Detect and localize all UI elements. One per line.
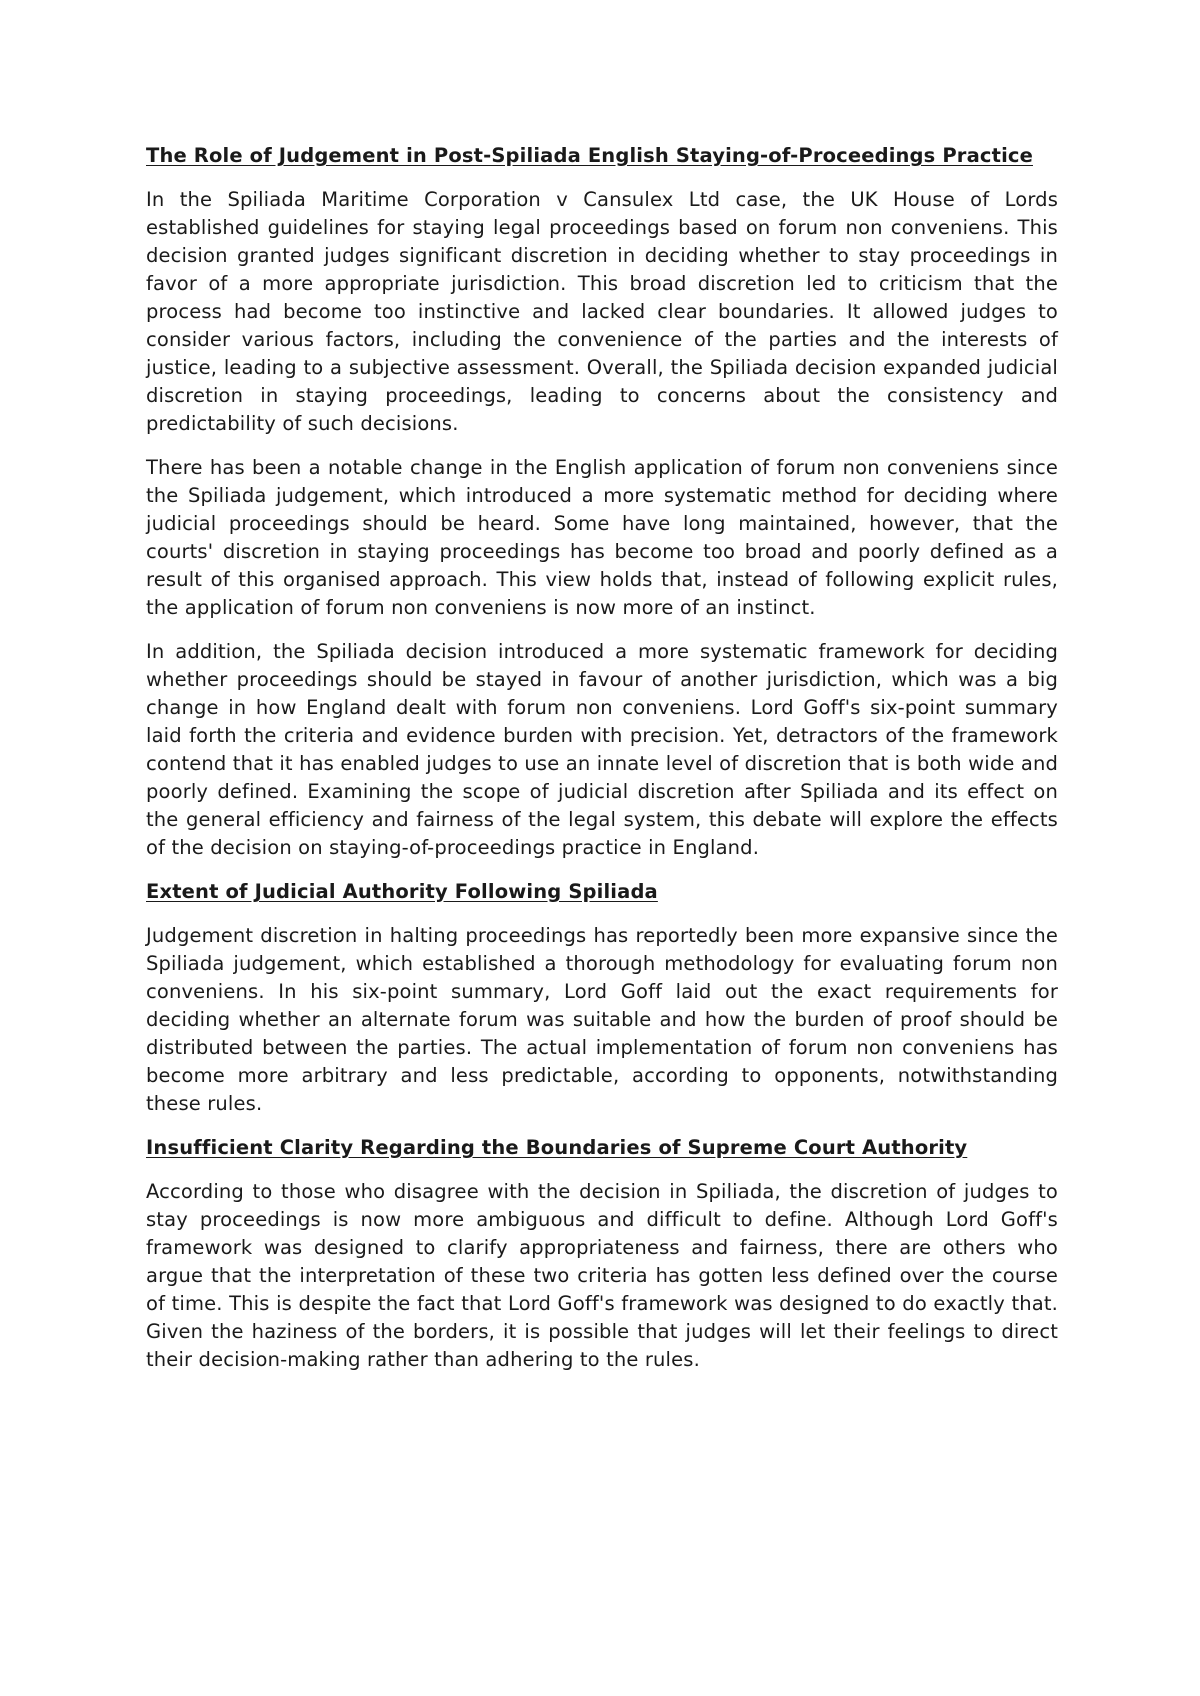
intro-paragraph-2: There has been a notable change in the English application of forum non conveniens since the Spiliada judgement, which introduced a more systematic method for deciding where judicial proceedings should be heard. Some have long maintained, however, that the courts' discretion in staying proceedings has become too broad and poorly defined as a result of this organised approach. This view holds that, instead of following explicit rules, the application of forum non conveniens is now more of an instinct. [146, 456, 1058, 619]
section-heading-insufficient-clarity: Insufficient Clarity Regarding the Boundaries of Supreme Court Authority [146, 1136, 968, 1159]
section-heading-judicial-authority: Extent of Judicial Authority Following Spiliada [146, 880, 658, 903]
section-paragraph-insufficient-clarity: According to those who disagree with the decision in Spiliada, the discretion of judges to stay proceedings is now more ambiguous and difficult to define. Although Lord Goff's framework was designed to clarify appropriateness and fairness, there are others who argue that the interpretation of these two criteria has gotten less defined over the course of time. This is despite the fact that Lord Goff's framework was designed to do exactly that. Given the haziness of the borders, it is possible that judges will let their feelings to direct their decision-making rather than adhering to the rules. [146, 1180, 1058, 1371]
document-title: The Role of Judgement in Post-Spiliada English Staying-of-Proceedings Practice [146, 144, 1033, 167]
intro-paragraph-1: In the Spiliada Maritime Corporation v Cansulex Ltd case, the UK House of Lords established guidelines for staying legal proceedings based on forum non conveniens. This decision granted judges significant discretion in deciding whether to stay proceedings in favor of a more appropriate jurisdiction. This broad discretion led to criticism that the process had become too instinctive and lacked clear boundaries. It allowed judges to consider various factors, including the convenience of the parties and the interests of justice, leading to a subjective assessment. Overall, the Spiliada decision expanded judicial discretion in staying proceedings, leading to concerns about the consistency and predictability of such decisions. [146, 188, 1058, 435]
document-body [146, 142, 1058, 1390]
intro-paragraph-3: In addition, the Spiliada decision introduced a more systematic framework for deciding whether proceedings should be stayed in favour of another jurisdiction, which was a big change in how England dealt with forum non conveniens. Lord Goff's six-point summary laid forth the criteria and evidence burden with precision. Yet, detractors of the framework contend that it has enabled judges to use an innate level of discretion that is both wide and poorly defined. Examining the scope of judicial discretion after Spiliada and its effect on the general efficiency and fairness of the legal system, this debate will explore the effects of the decision on staying-of-proceedings practice in England. [146, 640, 1058, 859]
section-paragraph-judicial-authority: Judgement discretion in halting proceedings has reportedly been more expansive since the Spiliada judgement, which established a thorough methodology for evaluating forum non conveniens. In his six-point summary, Lord Goff laid out the exact requirements for deciding whether an alternate forum was suitable and how the burden of proof should be distributed between the parties. The actual implementation of forum non conveniens has become more arbitrary and less predictable, according to opponents, notwithstanding these rules. [146, 924, 1058, 1115]
